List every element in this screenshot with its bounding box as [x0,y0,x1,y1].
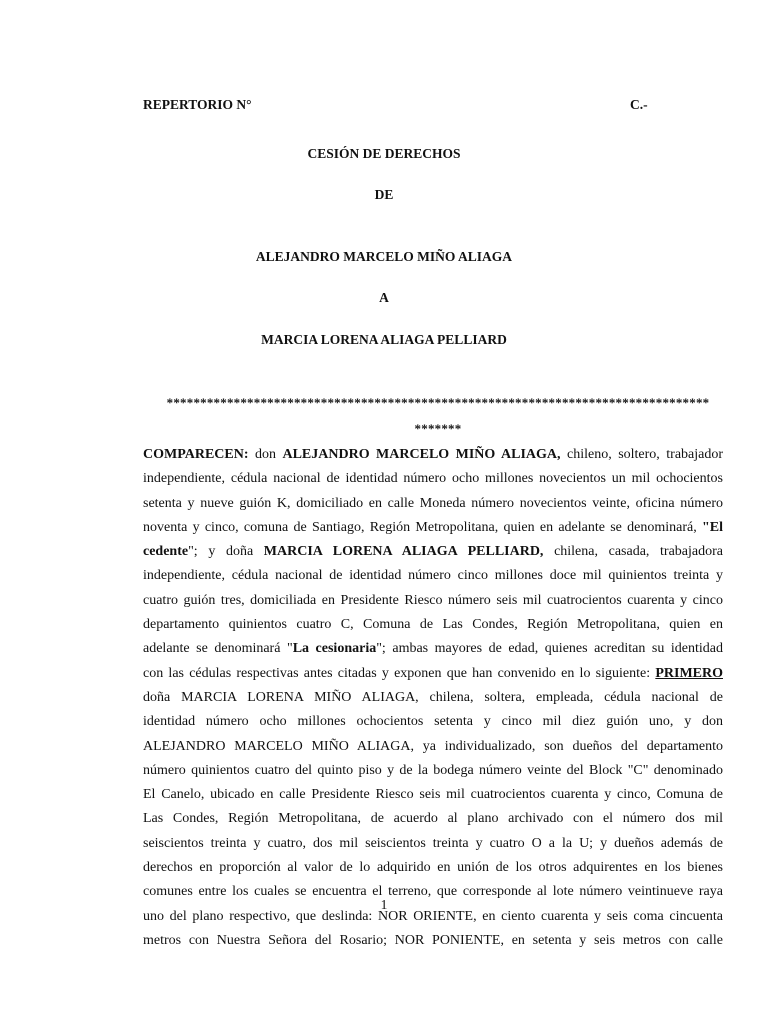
text-line [143,564,723,588]
text-line [143,662,723,686]
text-segment: don [248,447,283,462]
bold-text: "El [702,519,723,535]
document-title: CESIÓN DE DERECHOS [307,146,461,161]
text-line [143,832,723,856]
repertorio-label: REPERTORIO N° [143,97,252,112]
text-segment: independiente, cédula nacional de identidad número ocho millones novecientos un mil ochocientos [143,471,723,487]
page-number: 1 [380,897,388,912]
text-segment: uno del plano respectivo, que deslinda: NOR ORIENTE, en ciento cuarenta y seis coma cincuenta [143,908,723,924]
text-segment: doña MARCIA LORENA MIÑO ALIAGA, chilena, soltera, empleada, cédula nacional de [143,689,723,705]
text-segment: derechos en proporción al valor de lo adquirido en unión de los otros adquirentes en los bienes [143,860,723,876]
bold-text: ALEJANDRO MARCELO MIÑO ALIAGA, [282,447,561,462]
text-line [143,492,723,516]
title-a: A [379,290,389,305]
cedente-name: ALEJANDRO MARCELO MIÑO ALIAGA [255,249,513,264]
bold-text: COMPARECEN: [143,447,249,462]
text-segment: noventa y cinco, comuna de Santiago, Región Metropolitana, quien en adelante se denominará, [143,519,702,535]
text-segment: seiscientos treinta y cuatro, dos mil seiscientos treinta y cuatro O a la U; y dueños además de [143,835,723,851]
text-segment: chileno, soltero, trabajador [560,447,724,462]
text-line [143,589,723,613]
text-line [143,735,723,759]
repertorio-code: C.- [630,97,648,112]
text-segment: departamento quinientos cuatro C, Comuna de Las Condes, Región Metropolitana, quien en [143,617,723,633]
cesionaria-name: MARCIA LORENA ALIAGA PELLIARD [261,332,507,347]
text-segment: Las Condes, Región Metropolitana, de acuerdo al plano archivado con el número dos mil [143,811,723,827]
bold-text: PRIMERO [655,665,723,681]
text-line [143,613,723,637]
text-segment: metros con Nuestra Señora del Rosario; NOR PONIENTE, en setenta y seis metros con calle [143,932,723,948]
text-line [143,467,723,491]
text-segment: identidad número ocho millones ochocientos setenta y cinco mil diez guión uno, y don [143,714,723,730]
bold-text: La cesionaria [292,641,377,657]
text-line [143,783,723,807]
text-segment: setenta y nueve guión K, domiciliado en calle Moneda número novecientos veinte, oficina número [143,495,723,511]
text-line [143,807,723,831]
text-line [143,540,723,564]
text-segment: ALEJANDRO MARCELO MIÑO ALIAGA, ya individualizado, son dueños del departamento [143,738,723,754]
text-line [143,637,723,661]
text-segment: cuatro guión tres, domiciliada en Presidente Riesco número seis mil cuatrocientos cuarenta y cinco [143,592,723,608]
title-de: DE [374,187,394,202]
text-segment: adelante se denominará " [143,641,293,657]
text-segment: independiente, cédula nacional de identidad número cinco millones doce mil quinientos treinta y [143,568,723,584]
text-segment: comunes entre los cuales se encuentra el terreno, que corresponde al lote número veintinueve raya [143,884,723,900]
text-line [143,686,723,710]
bold-text: cedente [143,544,189,560]
text-line [143,759,723,783]
text-segment: "; y doña [188,544,264,560]
text-segment: chilena, casada, trabajadora [543,544,723,560]
bold-text: MARCIA LORENA ALIAGA PELLIARD, [263,544,544,560]
separator-stars-continued: ******* [414,421,462,436]
text-line [143,856,723,880]
text-line [143,710,723,734]
body-paragraph [143,443,723,953]
text-segment: número quinientos cuatro del quinto piso y de la bodega número veinte del Block "C" denominado [143,762,723,778]
text-line [143,443,723,467]
text-segment: "; ambas mayores de edad, quienes acreditan su identidad [376,641,723,657]
text-segment: con las cédulas respectivas antes citadas y exponen que han convenido en lo siguiente: [143,665,656,681]
text-segment: El Canelo, ubicado en calle Presidente Riesco seis mil cuatrocientos cuarenta y cinco, Comuna de [143,787,723,803]
text-line [143,516,723,540]
text-line [143,929,723,953]
separator-stars: ********************************************************************************* [166,395,710,410]
